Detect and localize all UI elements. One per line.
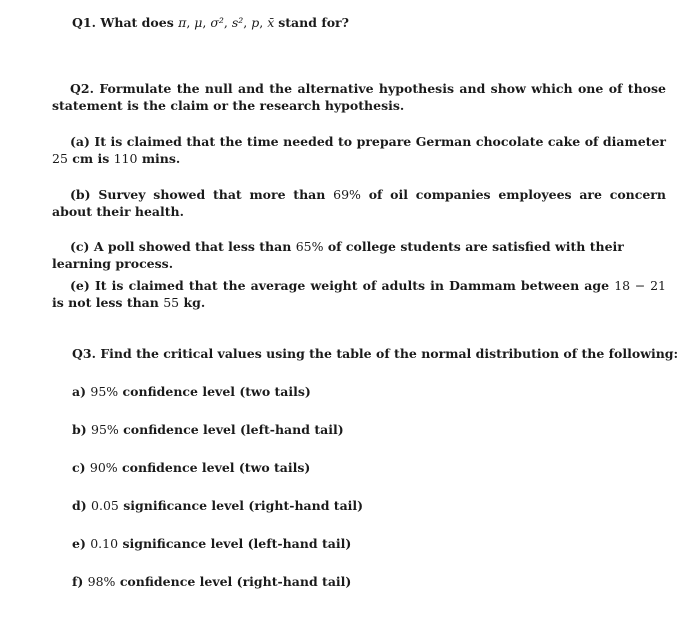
q3-item-label: f) [72, 574, 84, 589]
q3-item-label: c) [72, 460, 86, 475]
q3-item-value: 95% [90, 384, 119, 399]
q3-item-d [72, 497, 363, 514]
question-1 [72, 14, 349, 31]
symbol-x-bar: x̄ [267, 15, 275, 30]
q2b-text-2: of oil companies employees are concern about their health. [52, 187, 666, 219]
q3-item-f [72, 573, 351, 590]
q2-label: Q2. [70, 81, 94, 96]
q1-symbols: π, μ, σ², s², p, x̄ [178, 15, 275, 30]
question-2e [52, 277, 666, 311]
symbol-s-squared: s² [231, 15, 244, 30]
q2e-text-2: is not less than [52, 295, 159, 310]
q1-label: Q1. [72, 15, 96, 30]
question-3 [72, 345, 678, 362]
q3-item-text: significance level (left-hand tail) [122, 536, 352, 551]
q3-item-label: a) [72, 384, 87, 399]
q2e-label: (e) [70, 278, 90, 293]
q2a-label: (a) [70, 134, 90, 149]
question-2c [52, 238, 666, 272]
q3-text: Find the critical values using the table of the normal distribution of the following: [100, 346, 679, 361]
q1-tail: stand for? [278, 15, 349, 30]
q2e-age-range: 18 − 21 [614, 278, 667, 293]
q2b-percent-value: 69% [333, 187, 361, 202]
q2b-label: (b) [70, 187, 91, 202]
q3-item-label: b) [72, 422, 87, 437]
q3-label: Q3. [72, 346, 96, 361]
q2c-percent-value: 65% [295, 239, 324, 254]
q2e-text-1: It is claimed that the average weight of adults in Dammam between age [94, 278, 610, 293]
q3-item-c [72, 459, 310, 476]
symbol-pi: π [178, 15, 187, 30]
q2e-text-3: kg. [183, 295, 206, 310]
q2a-diameter-value: 25 [52, 151, 68, 166]
symbol-p: p [251, 15, 260, 30]
q3-item-value: 0.10 [90, 536, 119, 551]
q3-item-text: confidence level (right-hand tail) [119, 574, 352, 589]
q3-item-text: confidence level (two tails) [122, 460, 311, 475]
q3-item-text: confidence level (left-hand tail) [123, 422, 344, 437]
q3-item-label: e) [72, 536, 86, 551]
q3-item-value: 90% [89, 460, 118, 475]
q3-item-text: significance level (right-hand tail) [123, 498, 364, 513]
q2a-text-3: mins. [141, 151, 181, 166]
q3-item-label: d) [72, 498, 87, 513]
q2a-text-2: cm is [72, 151, 110, 166]
q3-item-text: confidence level (two tails) [122, 384, 311, 399]
q2c-text-2: of college students are satisfied with their learning process. [52, 239, 624, 271]
q2b-text-1: Survey showed that more than [98, 187, 326, 202]
q3-item-a [72, 383, 311, 400]
q3-item-value: 0.05 [91, 498, 119, 513]
q3-item-b [72, 421, 344, 438]
q3-item-value: 95% [91, 422, 119, 437]
question-2a [52, 133, 666, 167]
symbol-sigma-squared: σ² [210, 15, 224, 30]
q2a-text-1: It is claimed that the time needed to prepare German chocolate cake of diameter [94, 134, 666, 149]
q2c-text-1: A poll showed that less than [93, 239, 292, 254]
question-2 [52, 80, 666, 114]
q2c-label: (c) [70, 239, 90, 254]
question-2b [52, 186, 666, 220]
q1-lead: What does [100, 15, 174, 30]
q2a-time-value: 110 [113, 151, 138, 166]
q2-text: Formulate the null and the alternative hypothesis and show which one of those statement is the claim or the research hypothesis. [52, 81, 667, 113]
q3-item-e [72, 535, 351, 552]
symbol-mu: μ [194, 15, 203, 30]
q2e-weight-value: 55 [163, 295, 180, 310]
q3-item-value: 98% [87, 574, 116, 589]
